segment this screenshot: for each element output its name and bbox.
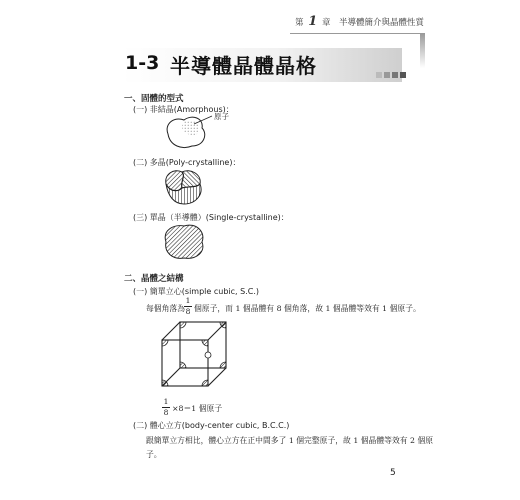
simple-cubic-diagram (160, 318, 230, 396)
header-side-rule (420, 33, 425, 68)
heading-crystal-structure: 二、晶體之結構 (124, 274, 184, 284)
single-crystalline-diagram (160, 220, 210, 262)
bcc-text-line2: 子。 (146, 450, 162, 459)
header-rule (290, 33, 422, 34)
formula-text: ×8＝1 個原子 (172, 404, 223, 413)
chapter-prefix: 第 (295, 18, 304, 28)
amorphous-label: (一) 非結晶(Amorphous)： (133, 105, 234, 114)
fraction-numerator: 1 (185, 296, 191, 305)
chapter-number: 1 (308, 14, 318, 29)
simple-cubic-label: (一) 簡單立心(simple cubic, S.C.) (133, 287, 259, 296)
fraction-denominator: 8 (185, 307, 191, 316)
chapter-title: 章 半導體簡介與晶體性質 (321, 18, 424, 28)
single-crystalline-label: (三) 單晶（半導體）(Single-crystalline)： (133, 213, 289, 222)
section-title-bar (122, 48, 402, 82)
heading-solid-types: 一、固體的型式 (124, 94, 184, 104)
page-number: 5 (390, 468, 396, 478)
bcc-text-line1: 跟簡單立方相比，體心立方在正中間多了 1 個完整原子，故 1 個晶體等效有 2 個原 (146, 436, 434, 445)
running-header (295, 14, 424, 29)
title-decoration (376, 70, 406, 80)
bcc-label: (二) 體心立方(body-center cubic, B.C.C.) (133, 421, 290, 430)
fraction-one-eighth (184, 297, 192, 316)
section-number: 1-3 (125, 52, 160, 74)
formula-fraction (162, 398, 170, 417)
poly-crystalline-label: (二) 多晶(Poly-crystalline)： (133, 158, 241, 167)
sc-text-after-fraction: 個原子，而 1 個晶體有 8 個角落，故 1 個晶體等效有 1 個原子。 (194, 304, 421, 313)
formula-denominator: 8 (163, 408, 169, 417)
formula-numerator: 1 (163, 397, 169, 406)
sc-text-before-fraction: 每個角落為 (146, 304, 185, 313)
atom-callout: 原子 (214, 112, 229, 121)
section-title: 半導體晶體晶格 (170, 54, 317, 78)
poly-crystalline-diagram (160, 166, 210, 210)
